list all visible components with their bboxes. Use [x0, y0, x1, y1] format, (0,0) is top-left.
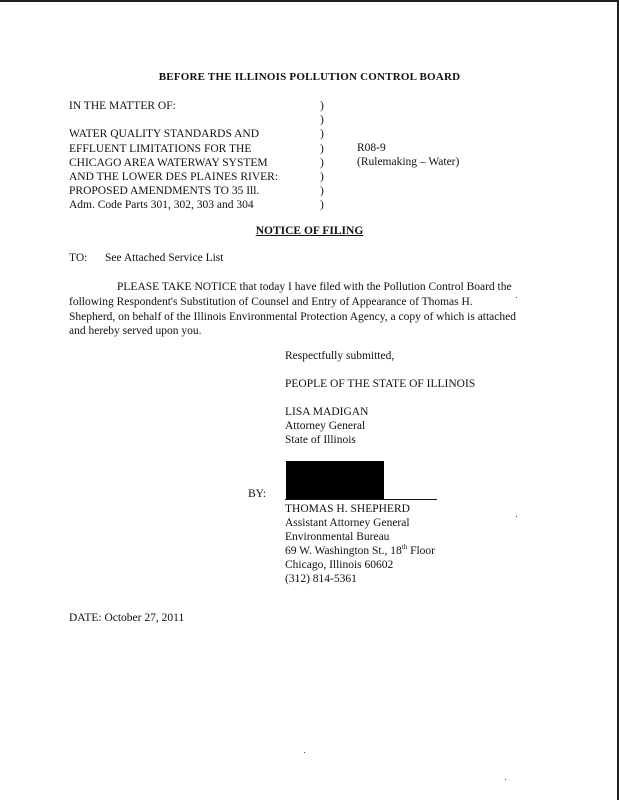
signer-name: THOMAS H. SHEPHERD	[285, 503, 410, 515]
caption-paren: )	[320, 114, 324, 127]
to-label: TO:	[69, 252, 88, 264]
caption-paren: )	[320, 171, 324, 184]
notice-title: NOTICE OF FILING	[255, 225, 364, 237]
signer-street	[285, 544, 435, 558]
caption-line: EFFLUENT LIMITATIONS FOR THE	[69, 142, 252, 155]
case-caption-left	[69, 99, 278, 213]
party-name: PEOPLE OF THE STATE OF ILLINOIS	[285, 378, 476, 390]
signer-city: Chicago, Illinois 60602	[285, 559, 394, 571]
caption-line: PROPOSED AMENDMENTS TO 35 Ill.	[69, 185, 260, 198]
by-label: BY:	[248, 488, 267, 500]
closing: Respectfully submitted,	[285, 350, 395, 362]
notice-body-text: PLEASE TAKE NOTICE that today I have filed with the Pollution Control Board the following Respondent's Substitution of Counsel and Entry of Appearance of Thomas H. Shepherd, on behalf of the Illinois Environmental Protection Agency, a copy of which is attached and hereby served upon you.	[69, 281, 516, 338]
redacted-signature	[286, 461, 384, 499]
attorney-general-title: Attorney General	[285, 420, 366, 432]
scan-speck	[505, 779, 506, 780]
court-title: BEFORE THE ILLINOIS POLLUTION CONTROL BOARD	[158, 71, 461, 83]
case-number: R08-9	[357, 142, 386, 154]
caption-paren: )	[320, 128, 324, 141]
to-value: See Attached Service List	[105, 252, 224, 264]
page-edge-top	[0, 0, 619, 2]
caption-line: Adm. Code Parts 301, 302, 303 and 304	[69, 199, 254, 212]
signer-block	[285, 502, 435, 586]
caption-paren: )	[320, 142, 324, 155]
caption-paren: )	[320, 156, 324, 169]
caption-line: CHICAGO AREA WATERWAY SYSTEM	[69, 156, 268, 169]
attorney-general-state: State of Illinois	[285, 434, 356, 446]
notice-body	[69, 280, 519, 339]
to-line	[69, 252, 223, 264]
signer-phone: (312) 814-5361	[285, 573, 357, 585]
signature-line	[285, 499, 437, 500]
attorney-general-name: LISA MADIGAN	[285, 406, 369, 418]
caption-parentheses	[320, 99, 324, 213]
case-type: (Rulemaking – Water)	[357, 156, 460, 169]
scan-speck	[516, 297, 517, 298]
scan-speck	[516, 516, 517, 517]
signer-bureau: Environmental Bureau	[285, 531, 390, 543]
signer-title: Assistant Attorney General	[285, 517, 410, 529]
attorney-general-block	[285, 405, 368, 447]
caption-line: AND THE LOWER DES PLAINES RIVER:	[69, 171, 279, 184]
caption-line	[69, 113, 278, 127]
scan-speck	[304, 752, 305, 753]
caption-paren: )	[320, 199, 324, 212]
caption-line: IN THE MATTER OF:	[69, 100, 176, 112]
street-ordinal: th	[401, 543, 408, 552]
street-floor: Floor	[407, 545, 436, 557]
caption-line: WATER QUALITY STANDARDS AND	[69, 128, 259, 141]
case-caption-right	[357, 141, 459, 169]
filing-date: DATE: October 27, 2011	[69, 612, 185, 624]
caption-paren: )	[320, 100, 324, 112]
street-text: 69 W. Washington St., 18	[285, 545, 402, 557]
caption-paren: )	[320, 185, 324, 198]
